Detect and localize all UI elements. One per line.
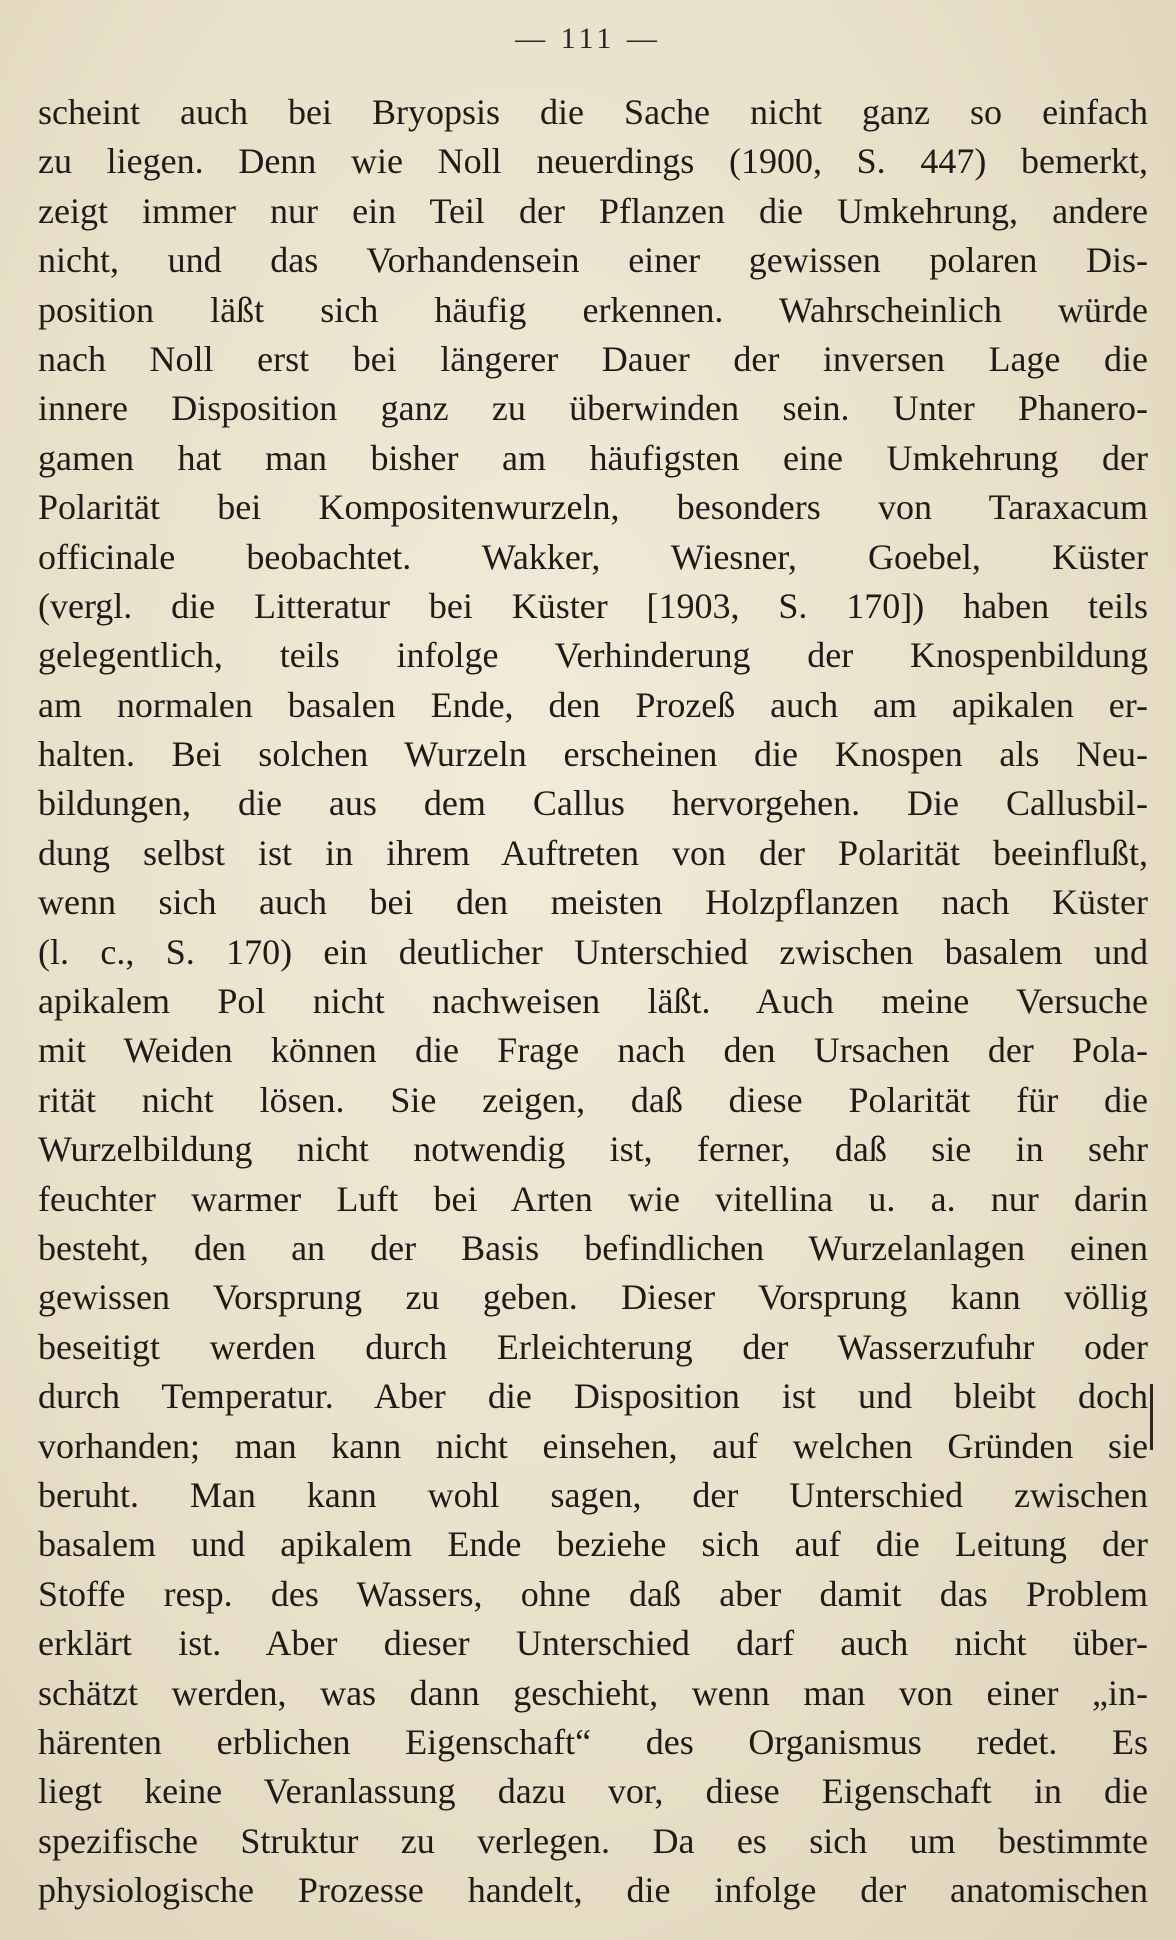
text-line: Polarität bei Kompositenwurzeln, besonders von Taraxacum	[38, 487, 1148, 528]
text-line: wenn sich auch bei den meisten Holzpflanzen nach Küster	[38, 882, 1148, 923]
text-line: Stoffe resp. des Wassers, ohne daß aber damit das Problem	[38, 1573, 1148, 1614]
text-line: (vergl. die Litteratur bei Küster [1903, S. 170]) haben teils	[38, 585, 1148, 626]
text-line: spezifische Struktur zu verlegen. Da es sich um bestimmte	[38, 1820, 1148, 1861]
text-line: gamen hat man bisher am häufigsten eine Umkehrung der	[38, 437, 1148, 478]
text-line: rität nicht lösen. Sie zeigen, daß diese Polarität für die	[38, 1079, 1148, 1120]
text-line: (l. c., S. 170) ein deutlicher Unterschied zwischen basalem und	[38, 931, 1148, 972]
page-number: — 111 —	[515, 22, 661, 55]
text-line: vorhanden; man kann nicht einsehen, auf welchen Gründen sie	[38, 1425, 1148, 1466]
text-line: feuchter warmer Luft bei Arten wie vitellina u. a. nur darin	[38, 1178, 1148, 1219]
text-line: liegt keine Veranlassung dazu vor, diese Eigenschaft in die	[38, 1771, 1148, 1812]
text-line: gelegentlich, teils infolge Verhinderung der Knospenbildung	[38, 635, 1148, 676]
text-line: dung selbst ist in ihrem Auftreten von der Polarität beeinflußt,	[38, 832, 1148, 873]
text-line: zeigt immer nur ein Teil der Pflanzen die Umkehrung, andere	[38, 190, 1148, 231]
text-line: am normalen basalen Ende, den Prozeß auch am apikalen er-	[38, 684, 1148, 725]
text-line: mit Weiden können die Frage nach den Ursachen der Pola-	[38, 1030, 1148, 1071]
text-line: erklärt ist. Aber dieser Unterschied darf auch nicht über-	[38, 1623, 1148, 1664]
text-line: nicht, und das Vorhandensein einer gewissen polaren Dis-	[38, 240, 1148, 281]
body-text	[38, 88, 1148, 1915]
text-line: durch Temperatur. Aber die Disposition ist und bleibt doch	[38, 1376, 1148, 1417]
text-line: apikalem Pol nicht nachweisen läßt. Auch meine Versuche	[38, 981, 1148, 1022]
text-line: härenten erblichen Eigenschaft“ des Organismus redet. Es	[38, 1721, 1148, 1762]
text-line: zu liegen. Denn wie Noll neuerdings (1900, S. 447) bemerkt,	[38, 141, 1148, 182]
text-line: basalem und apikalem Ende beziehe sich auf die Leitung der	[38, 1524, 1148, 1565]
text-line: besteht, den an der Basis befindlichen Wurzelanlagen einen	[38, 1227, 1148, 1268]
text-line: scheint auch bei Bryopsis die Sache nicht ganz so einfach	[38, 92, 1148, 132]
text-line: bildungen, die aus dem Callus hervorgehen. Die Callusbil-	[38, 783, 1148, 824]
margin-mark	[1150, 1384, 1153, 1450]
text-line: beseitigt werden durch Erleichterung der Wasserzufuhr oder	[38, 1326, 1148, 1367]
text-line: innere Disposition ganz zu überwinden sein. Unter Phanero-	[38, 388, 1148, 429]
text-line: schätzt werden, was dann geschieht, wenn man von einer „in-	[38, 1672, 1148, 1713]
text-line: gewissen Vorsprung zu geben. Dieser Vorsprung kann völlig	[38, 1277, 1148, 1318]
text-line: halten. Bei solchen Wurzeln erscheinen die Knospen als Neu-	[38, 734, 1148, 775]
text-line: nach Noll erst bei längerer Dauer der inversen Lage die	[38, 338, 1148, 379]
text-line: physiologische Prozesse handelt, die infolge der anatomischen	[38, 1870, 1148, 1911]
text-line: position läßt sich häufig erkennen. Wahrscheinlich würde	[38, 289, 1148, 330]
text-line: Wurzelbildung nicht notwendig ist, ferner, daß sie in sehr	[38, 1129, 1148, 1170]
text-line: officinale beobachtet. Wakker, Wiesner, Goebel, Küster	[38, 536, 1148, 577]
text-line: beruht. Man kann wohl sagen, der Unterschied zwischen	[38, 1474, 1148, 1515]
